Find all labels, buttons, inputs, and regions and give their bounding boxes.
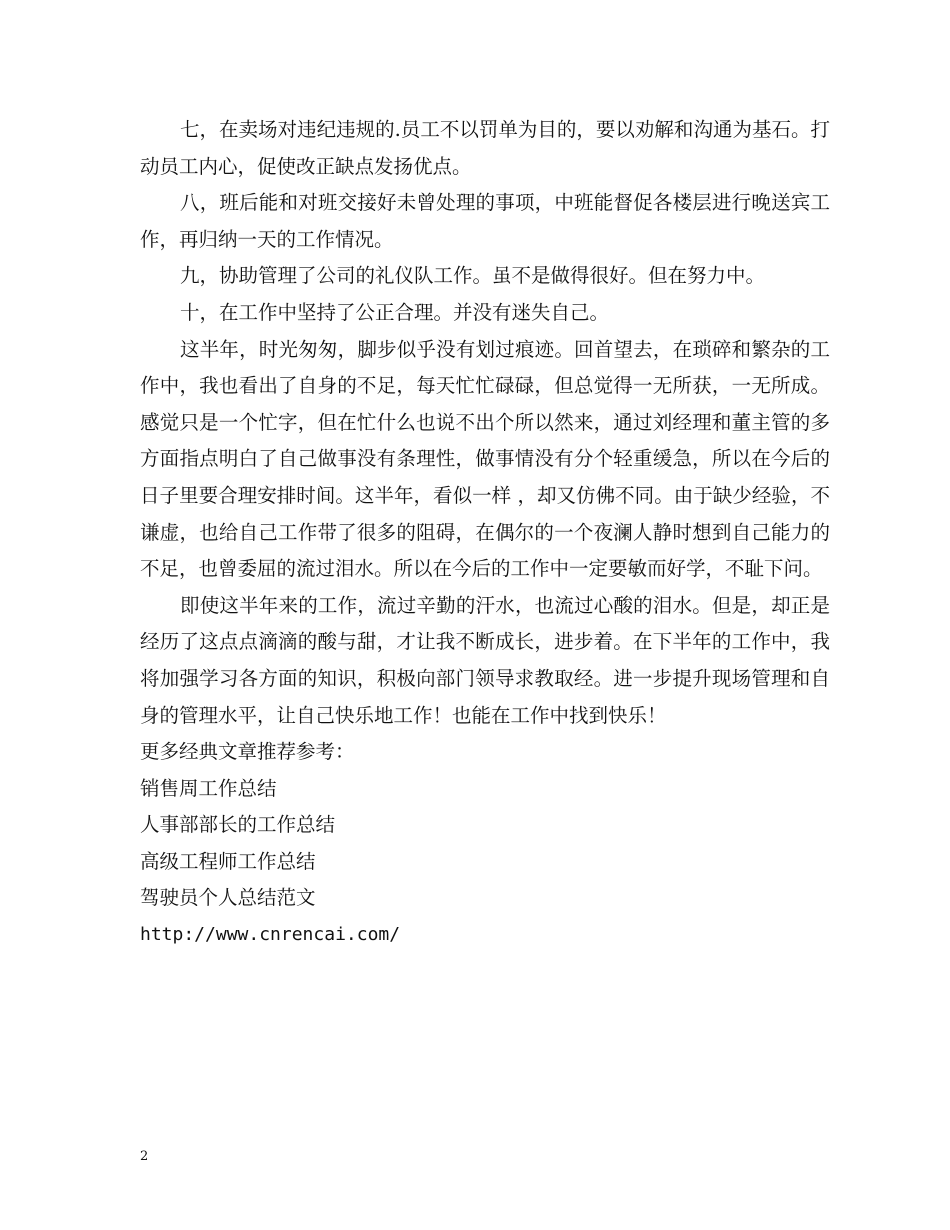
paragraph-half-year-review: 这半年，时光匆匆，脚步似乎没有划过痕迹。回首望去，在琐碎和繁杂的工作中，我也看出了自身的不足，每天忙忙碌碌，但总觉得一无所获，一无所成。感觉只是一个忙字，但在忙什么也说不出个所以然来，通过刘经理和董主管的多方面指点明白了自己做事没有条理性，做事情没有分个轻重缓急，所以在今后的日子里要合理安排时间。这半年，看似一样 ，却又仿佛不同。由于缺少经验，不谦虚，也给自己工作带了很多的阻碍，在偶尔的一个夜澜人静时想到自己能力的不足，也曾委屈的流过泪水。所以在今后的工作中一定要敏而好学，不耻下问。 <box>140 337 830 581</box>
paragraph-7: 七，在卖场对违纪违规的.员工不以罚单为目的，要以劝解和沟通为基石。打动员工内心，促使改正缺点发扬优点。 <box>140 118 830 178</box>
recommend-link-1[interactable]: 销售周工作总结 <box>140 776 277 800</box>
paragraph-10: 十，在工作中坚持了公正合理。并没有迷失自己。 <box>180 300 610 324</box>
recommend-link-3[interactable]: 高级工程师工作总结 <box>140 849 316 873</box>
paragraph-9: 九，协助管理了公司的礼仪队工作。虽不是做得很好。但在努力中。 <box>180 264 766 288</box>
recommend-link-2[interactable]: 人事部部长的工作总结 <box>140 813 336 837</box>
paragraph-8: 八，班后能和对班交接好未曾处理的事项，中班能督促各楼层进行晚送宾工作，再归纳一天的工作情况。 <box>140 191 830 251</box>
paragraph-conclusion: 即使这半年来的工作，流过辛勤的汗水，也流过心酸的泪水。但是，却正是经历了这点点滴滴的酸与甜，才让我不断成长，进步着。在下半年的工作中，我将加强学习各方面的知识，积极向部门领导求教取经。进一步提升现场管理和自身的管理水平，让自己快乐地工作！也能在工作中找到快乐！ <box>140 593 830 727</box>
recommend-heading: 更多经典文章推荐参考： <box>140 740 355 764</box>
recommend-link-4[interactable]: 驾驶员个人总结范文 <box>140 886 316 910</box>
document-body <box>140 112 830 954</box>
page-number: 2 <box>140 1149 149 1164</box>
source-url[interactable]: http://www.cnrencai.com/ <box>140 924 401 946</box>
